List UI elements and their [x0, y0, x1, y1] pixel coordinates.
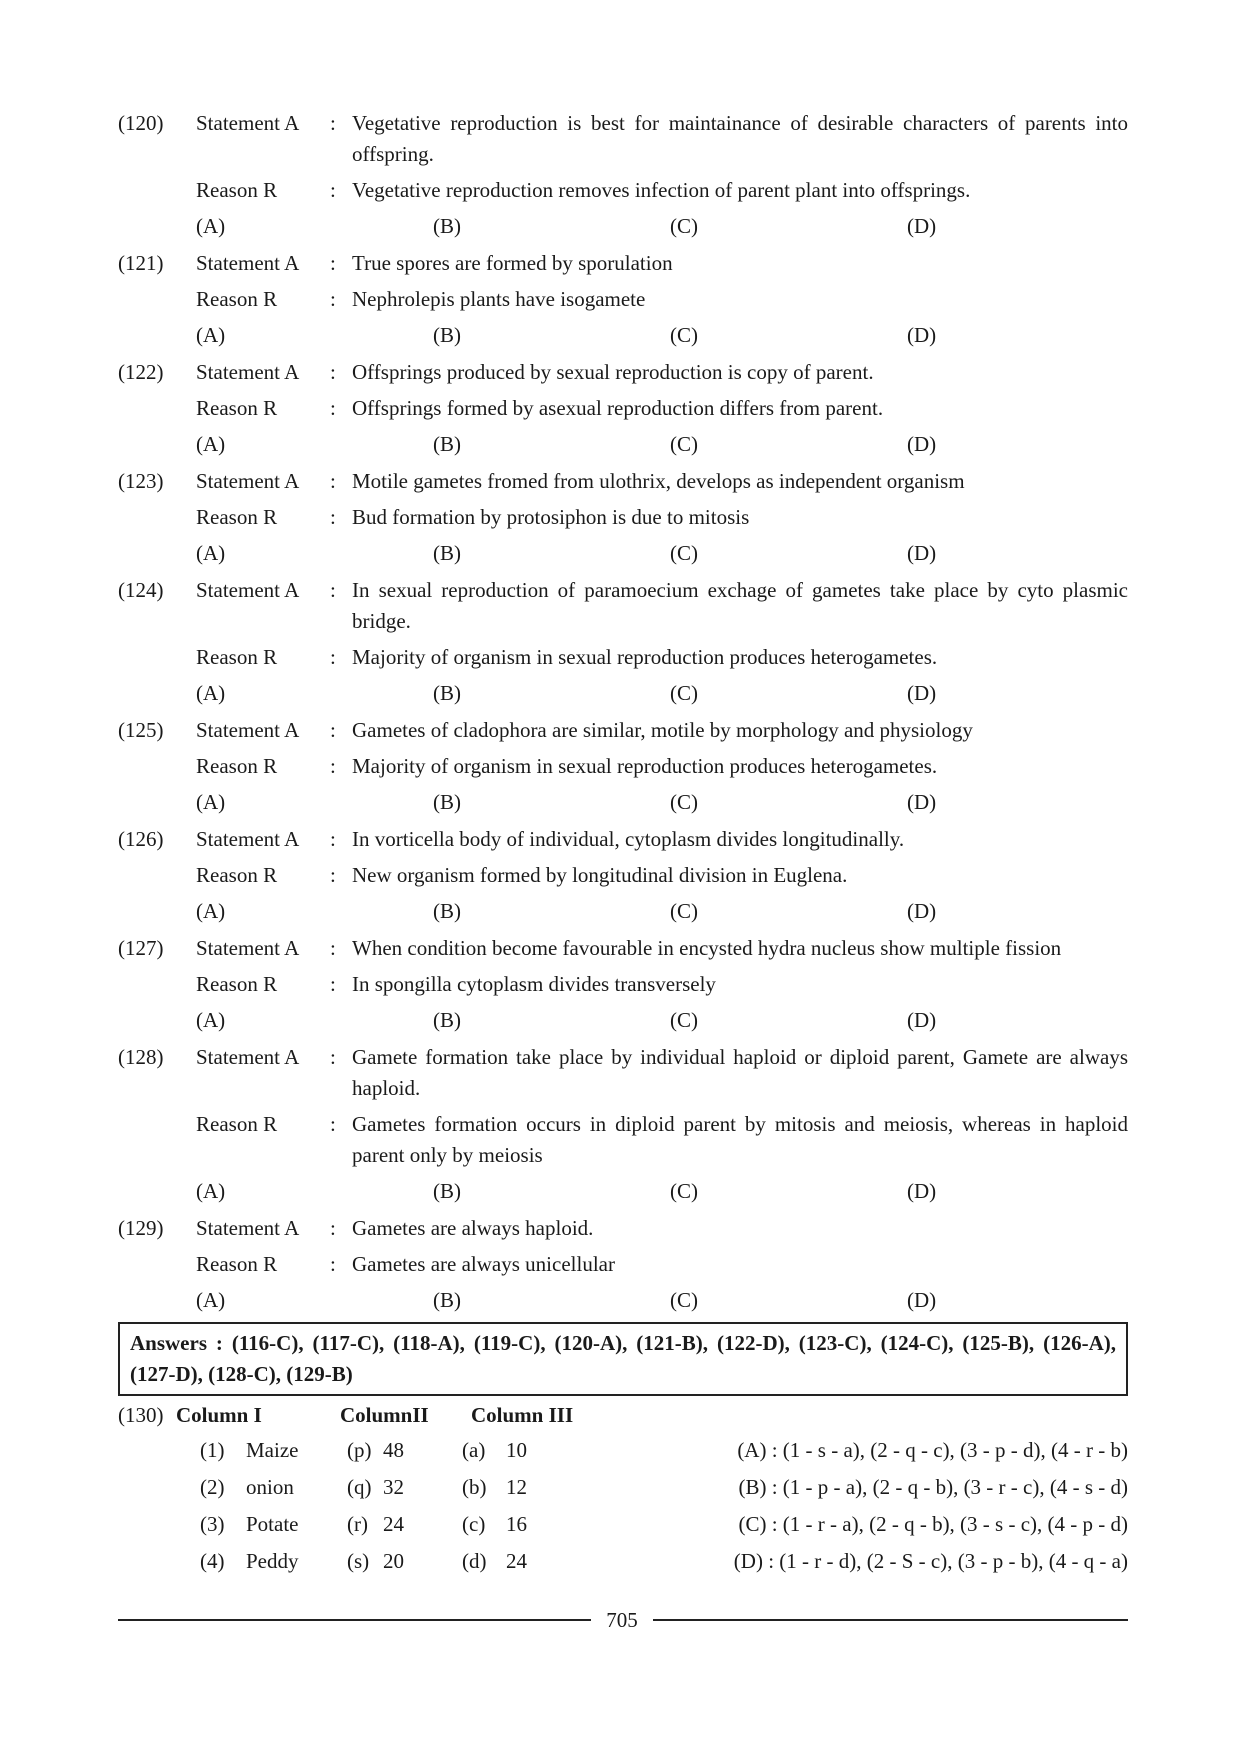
- colon: :: [330, 578, 336, 602]
- statement-row: [118, 715, 1128, 746]
- option-label: (B): [433, 1008, 461, 1032]
- question-number: (123): [118, 469, 164, 493]
- column-iii-index: (b): [462, 1475, 487, 1499]
- option-label: (B): [433, 214, 461, 238]
- answer-key-text: Answers : (116-C), (117-C), (118-A), (119-C), (120-A), (121-B), (122-D), (123-C), (124-C), (125-B), (126-A), (127-D), (128-C), (129-B): [130, 1331, 1116, 1386]
- page-footer: [118, 1605, 1128, 1635]
- colon: :: [330, 1045, 336, 1069]
- statement-text: Vegetative reproduction is best for maintainance of desirable characters of parents into offspring.: [352, 111, 1128, 166]
- column-ii-index: (q): [347, 1475, 372, 1499]
- spacer: [118, 429, 196, 460]
- question-block: [118, 1213, 1128, 1316]
- spacer: [118, 1005, 196, 1036]
- answer-option: (D) : (1 - r - d), (2 - S - c), (3 - p - b), (4 - q - a): [733, 1549, 1128, 1573]
- option-row: [118, 320, 1128, 351]
- option-label: (C): [670, 790, 698, 814]
- option-label: (B): [433, 1288, 461, 1312]
- option-label: (C): [670, 1288, 698, 1312]
- option-row: [118, 429, 1128, 460]
- column-ii-item: 20: [383, 1549, 404, 1573]
- spacer: [118, 1176, 196, 1207]
- reason-label: Reason R: [196, 645, 278, 669]
- reason-label: Reason R: [196, 505, 278, 529]
- question-block: [118, 248, 1128, 351]
- option-label: (B): [433, 790, 461, 814]
- option-label: (B): [433, 681, 461, 705]
- statement-text: Gametes are always haploid.: [352, 1216, 594, 1240]
- reason-row: [118, 502, 1128, 533]
- column-ii-item: 32: [383, 1475, 404, 1499]
- statement-label: Statement A: [196, 251, 300, 275]
- statement-row: [118, 575, 1128, 637]
- statement-label: Statement A: [196, 1045, 300, 1069]
- colon: :: [330, 936, 336, 960]
- spacer: [118, 1543, 200, 1580]
- question-block: [118, 933, 1128, 1036]
- question-number: (128): [118, 1045, 164, 1069]
- reason-label: Reason R: [196, 972, 278, 996]
- question-block: [118, 715, 1128, 818]
- reason-label: Reason R: [196, 396, 278, 420]
- column-i-item: onion: [246, 1475, 294, 1499]
- matching-row: [118, 1469, 1128, 1506]
- answer-option: (A) : (1 - s - a), (2 - q - c), (3 - p - d), (4 - r - b): [737, 1438, 1128, 1462]
- option-label: (D): [907, 1288, 937, 1312]
- question-130: [118, 1398, 1128, 1580]
- statement-text: In vorticella body of individual, cytoplasm divides longitudinally.: [352, 827, 905, 851]
- option-row: [118, 1285, 1128, 1316]
- colon: :: [330, 178, 336, 202]
- statement-text: True spores are formed by sporulation: [352, 251, 673, 275]
- option-label: (B): [433, 541, 461, 565]
- colon: :: [330, 396, 336, 420]
- column-iii-header: Column III: [471, 1403, 574, 1427]
- colon: :: [330, 972, 336, 996]
- option-row: [118, 678, 1128, 709]
- reason-text: Offsprings formed by asexual reproduction differs from parent.: [352, 396, 884, 420]
- reason-text: In spongilla cytoplasm divides transversely: [352, 972, 716, 996]
- option-label: (A): [196, 432, 226, 456]
- reason-text: Majority of organism in sexual reproduction produces heterogametes.: [352, 645, 938, 669]
- question-number: (126): [118, 827, 164, 851]
- page-content: [118, 108, 1128, 1580]
- statement-label: Statement A: [196, 578, 300, 602]
- colon: :: [330, 287, 336, 311]
- option-label: (A): [196, 1179, 226, 1203]
- option-label: (A): [196, 323, 226, 347]
- reason-label: Reason R: [196, 287, 278, 311]
- option-label: (C): [670, 323, 698, 347]
- statement-label: Statement A: [196, 111, 300, 135]
- question-block: [118, 357, 1128, 460]
- statement-row: [118, 108, 1128, 170]
- statement-label: Statement A: [196, 718, 300, 742]
- column-ii-index: (r): [347, 1512, 368, 1536]
- spacer: [118, 211, 196, 242]
- reason-label: Reason R: [196, 1112, 278, 1136]
- question-number: (130): [118, 1403, 164, 1427]
- colon: :: [330, 360, 336, 384]
- statement-text: In sexual reproduction of paramoecium exchage of gametes take place by cyto plasmic bridge.: [352, 578, 1128, 633]
- column-iii-index: (d): [462, 1549, 487, 1573]
- spacer: [118, 538, 196, 569]
- option-label: (D): [907, 1179, 937, 1203]
- option-label: (A): [196, 214, 226, 238]
- option-label: (B): [433, 432, 461, 456]
- question-number: (120): [118, 111, 164, 135]
- colon: :: [330, 863, 336, 887]
- column-i-index: (3): [200, 1512, 225, 1536]
- option-label: (A): [196, 1008, 226, 1032]
- option-row: [118, 211, 1128, 242]
- statement-row: [118, 248, 1128, 279]
- option-label: (D): [907, 432, 937, 456]
- option-label: (B): [433, 1179, 461, 1203]
- spacer: [118, 320, 196, 351]
- reason-text: Nephrolepis plants have isogamete: [352, 287, 646, 311]
- footer-rule-left: [118, 1619, 591, 1621]
- reason-label: Reason R: [196, 1252, 278, 1276]
- reason-row: [118, 642, 1128, 673]
- option-label: (D): [907, 323, 937, 347]
- reason-text: Majority of organism in sexual reproduction produces heterogametes.: [352, 754, 938, 778]
- colon: :: [330, 251, 336, 275]
- matching-row: [118, 1506, 1128, 1543]
- statement-row: [118, 824, 1128, 855]
- statement-label: Statement A: [196, 1216, 300, 1240]
- reason-label: Reason R: [196, 863, 278, 887]
- statement-row: [118, 466, 1128, 497]
- statement-row: [118, 933, 1128, 964]
- option-label: (A): [196, 899, 226, 923]
- option-label: (A): [196, 541, 226, 565]
- option-label: (A): [196, 1288, 226, 1312]
- option-label: (C): [670, 432, 698, 456]
- colon: :: [330, 827, 336, 851]
- statement-label: Statement A: [196, 360, 300, 384]
- option-label: (D): [907, 790, 937, 814]
- spacer: [118, 1506, 200, 1543]
- option-label: (A): [196, 790, 226, 814]
- colon: :: [330, 505, 336, 529]
- column-iii-item: 10: [506, 1438, 527, 1462]
- matching-rows: [118, 1432, 1128, 1580]
- column-iii-item: 16: [506, 1512, 527, 1536]
- statement-label: Statement A: [196, 469, 300, 493]
- option-label: (D): [907, 681, 937, 705]
- column-i-item: Maize: [246, 1438, 299, 1462]
- footer-rule-right: [653, 1619, 1128, 1621]
- column-i-item: Potate: [246, 1512, 299, 1536]
- column-i-item: Peddy: [246, 1549, 299, 1573]
- colon: :: [330, 754, 336, 778]
- question-block: [118, 466, 1128, 569]
- matching-row: [118, 1432, 1128, 1469]
- question-number: (127): [118, 936, 164, 960]
- statement-text: Gametes of cladophora are similar, motile by morphology and physiology: [352, 718, 973, 742]
- column-ii-item: 24: [383, 1512, 404, 1536]
- question-block: [118, 575, 1128, 709]
- question-number: (124): [118, 578, 164, 602]
- reason-label: Reason R: [196, 178, 278, 202]
- question-number: (129): [118, 1216, 164, 1240]
- statement-text: Gamete formation take place by individual haploid or diploid parent, Gamete are always haploid.: [352, 1045, 1128, 1100]
- option-row: [118, 538, 1128, 569]
- colon: :: [330, 1252, 336, 1276]
- reason-row: [118, 1109, 1128, 1171]
- question-list: [118, 108, 1128, 1316]
- reason-row: [118, 393, 1128, 424]
- statement-label: Statement A: [196, 827, 300, 851]
- option-row: [118, 1176, 1128, 1207]
- statement-text: Motile gametes fromed from ulothrix, develops as independent organism: [352, 469, 965, 493]
- reason-text: Vegetative reproduction removes infection of parent plant into offsprings.: [352, 178, 971, 202]
- question-number: (121): [118, 251, 164, 275]
- question-block: [118, 108, 1128, 242]
- option-row: [118, 1005, 1128, 1036]
- option-label: (A): [196, 681, 226, 705]
- column-ii-header: ColumnII: [340, 1403, 429, 1427]
- reason-text: Bud formation by protosiphon is due to mitosis: [352, 505, 750, 529]
- page-number: 705: [606, 1608, 638, 1632]
- statement-row: [118, 1042, 1128, 1104]
- column-iii-item: 12: [506, 1475, 527, 1499]
- answer-key-box: [118, 1322, 1128, 1396]
- reason-text: Gametes formation occurs in diploid parent by mitosis and meiosis, whereas in haploid parent only by meiosis: [352, 1112, 1128, 1167]
- option-label: (C): [670, 681, 698, 705]
- option-row: [118, 896, 1128, 927]
- question-block: [118, 1042, 1128, 1207]
- reason-row: [118, 751, 1128, 782]
- spacer: [118, 787, 196, 818]
- column-i-index: (2): [200, 1475, 225, 1499]
- answer-option: (B) : (1 - p - a), (2 - q - b), (3 - r - c), (4 - s - d): [738, 1475, 1128, 1499]
- spacer: [118, 678, 196, 709]
- colon: :: [330, 1112, 336, 1136]
- option-label: (D): [907, 1008, 937, 1032]
- spacer: [118, 1469, 200, 1506]
- column-i-index: (4): [200, 1549, 225, 1573]
- reason-text: Gametes are always unicellular: [352, 1252, 615, 1276]
- statement-row: [118, 1213, 1128, 1244]
- option-label: (D): [907, 899, 937, 923]
- reason-label: Reason R: [196, 754, 278, 778]
- option-label: (C): [670, 541, 698, 565]
- reason-row: [118, 1249, 1128, 1280]
- column-ii-item: 48: [383, 1438, 404, 1462]
- statement-text: Offsprings produced by sexual reproduction is copy of parent.: [352, 360, 874, 384]
- statement-text: When condition become favourable in encysted hydra nucleus show multiple fission: [352, 936, 1062, 960]
- column-iii-item: 24: [506, 1549, 527, 1573]
- reason-text: New organism formed by longitudinal division in Euglena.: [352, 863, 848, 887]
- colon: :: [330, 469, 336, 493]
- option-label: (B): [433, 323, 461, 347]
- reason-row: [118, 860, 1128, 891]
- question-block: [118, 824, 1128, 927]
- spacer: [118, 896, 196, 927]
- column-i-header: Column I: [176, 1403, 262, 1427]
- colon: :: [330, 645, 336, 669]
- option-label: (C): [670, 214, 698, 238]
- spacer: [118, 1285, 196, 1316]
- option-label: (C): [670, 1179, 698, 1203]
- column-i-index: (1): [200, 1438, 225, 1462]
- statement-row: [118, 357, 1128, 388]
- column-ii-index: (s): [347, 1549, 370, 1573]
- option-row: [118, 787, 1128, 818]
- colon: :: [330, 1216, 336, 1240]
- colon: :: [330, 718, 336, 742]
- colon: :: [330, 111, 336, 135]
- option-label: (B): [433, 899, 461, 923]
- column-iii-index: (a): [462, 1438, 486, 1462]
- reason-row: [118, 284, 1128, 315]
- matching-header: [118, 1398, 1128, 1432]
- option-label: (D): [907, 541, 937, 565]
- option-label: (D): [907, 214, 937, 238]
- answer-option: (C) : (1 - r - a), (2 - q - b), (3 - s - c), (4 - p - d): [738, 1512, 1128, 1536]
- question-number: (122): [118, 360, 164, 384]
- statement-label: Statement A: [196, 936, 300, 960]
- question-number: (125): [118, 718, 164, 742]
- reason-row: [118, 969, 1128, 1000]
- column-ii-index: (p): [347, 1438, 372, 1462]
- matching-row: [118, 1543, 1128, 1580]
- option-label: (C): [670, 1008, 698, 1032]
- option-label: (C): [670, 899, 698, 923]
- reason-row: [118, 175, 1128, 206]
- spacer: [118, 1432, 200, 1469]
- column-iii-index: (c): [462, 1512, 486, 1536]
